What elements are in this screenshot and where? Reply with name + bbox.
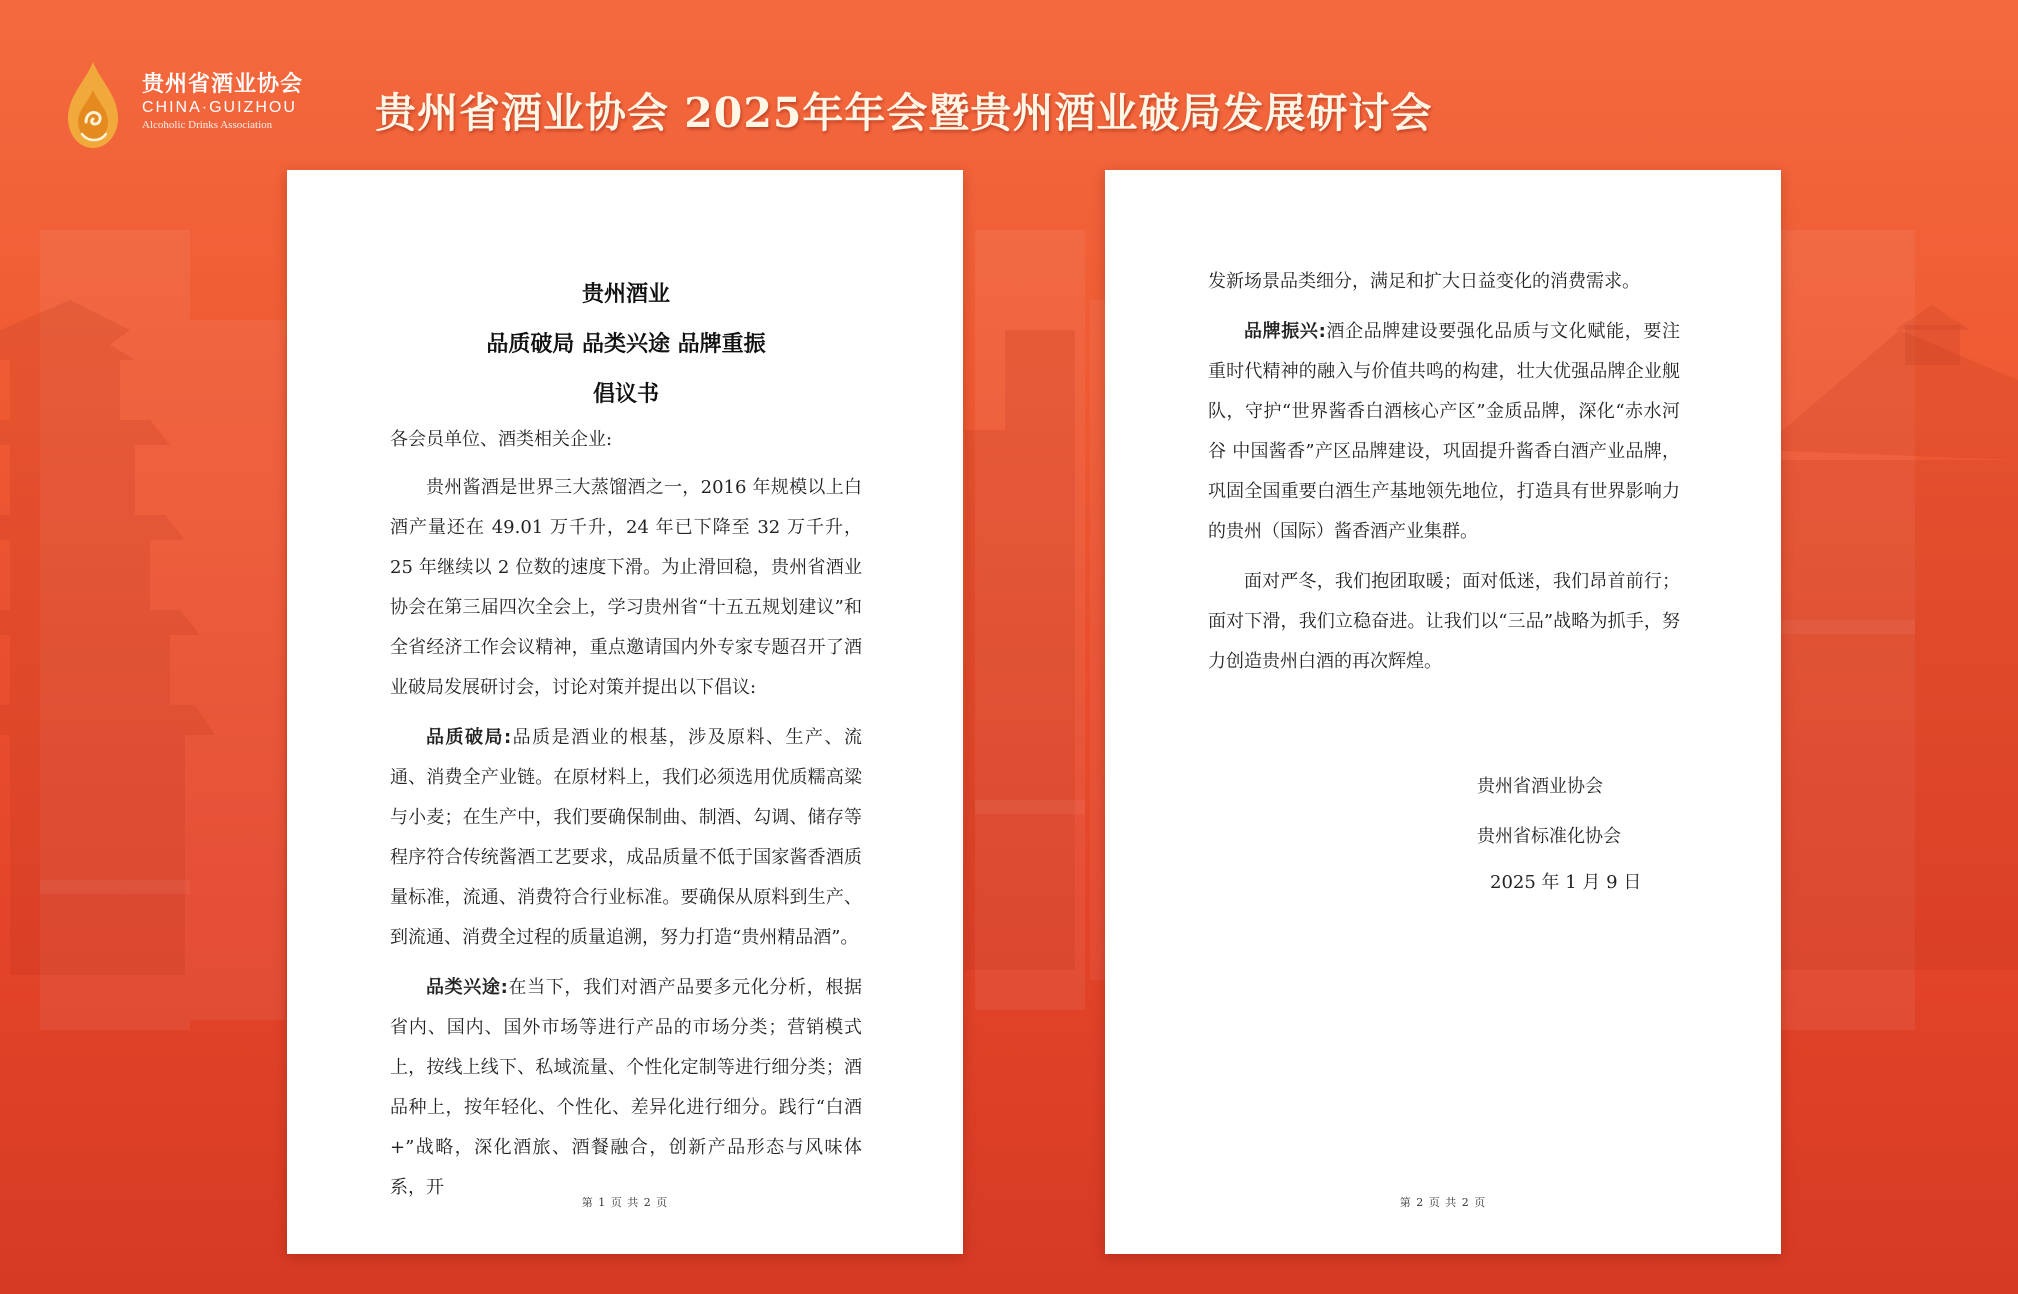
page-2-body	[1208, 262, 1680, 692]
logo-subtitle-en: Alcoholic Drinks Association	[142, 119, 273, 131]
category-text: 在当下，我们对酒产品要多元化分析，根据省内、国内、国外市场等进行产品的市场分类；营销模式上，按线上线下、私域流量、个性化定制等进行细分类；酒品种上，按年轻化、个性化、差异化进行细分。践行“白酒+”战略，深化酒旅、酒餐融合，创新产品形态与风味体系，开	[390, 977, 863, 1198]
category-lead: 品类兴途:	[426, 977, 508, 998]
doc-heading-line-2: 品质破局 品类兴途 品牌重振	[486, 332, 766, 357]
category-paragraph	[390, 968, 862, 1208]
document-page-1	[287, 170, 963, 1254]
quality-paragraph	[390, 718, 862, 958]
closing-paragraph: 面对严冬，我们抱团取暖；面对低迷，我们昂首前行；面对下滑，我们立稳奋进。让我们以“三品”战略为抓手，努力创造贵州白酒的再次辉煌。	[1208, 571, 1680, 672]
page-1-footer: 第 1 页 共 2 页	[581, 1196, 669, 1209]
quality-text: 品质是酒业的根基，涉及原料、生产、流通、消费全产业链。在原材料上，我们必须选用优质糯高粱与小麦；在生产中，我们要确保制曲、制酒、勾调、储存等程序符合传统酱酒工艺要求，成品质量不低于国家酱香酒质量标准，流通、消费符合行业标准。要确保从原料到生产、到流通、消费全过程的质量追溯，努力打造“贵州精品酒”。	[390, 727, 863, 948]
signature-org-1: 贵州省酒业协会	[1477, 776, 1603, 797]
drop-flame-logo-icon	[60, 60, 126, 150]
doc-heading-line-3: 倡议书	[592, 382, 659, 407]
signature-org-2: 贵州省标准化协会	[1477, 826, 1621, 847]
brand-text: 酒企品牌建设要强化品质与文化赋能，要注重时代精神的融入与价值共鸣的构建，壮大优强品牌企业舰队，守护“世界酱香白酒核心产区”金质品牌，深化“赤水河谷 中国酱香”产区品牌建设，巩固提升酱香白酒产业品牌，巩固全国重要白酒生产基地领先地位，打造具有世界影响力的贵州（国际）酱香酒产业集群。	[1208, 321, 1681, 542]
page-title: 贵州省酒业协会 2025年年会暨贵州酒业破局发展研讨会	[375, 89, 1433, 137]
page-1-body	[390, 270, 862, 1218]
logo-name-en: CHINA·GUIZHOU	[142, 99, 297, 116]
salutation: 各会员单位、酒类相关企业:	[390, 429, 613, 450]
logo-name-cn: 贵州省酒业协会	[142, 72, 304, 97]
quality-lead: 品质破局:	[426, 727, 512, 748]
continuation-text: 发新场景品类细分，满足和扩大日益变化的消费需求。	[1208, 271, 1640, 292]
brand-paragraph	[1208, 312, 1680, 552]
brand-lead: 品牌振兴:	[1244, 321, 1326, 342]
doc-heading-line-1: 贵州酒业	[581, 282, 670, 307]
signature-date: 2025 年 1 月 9 日	[1490, 872, 1642, 893]
intro-paragraph: 贵州酱酒是世界三大蒸馏酒之一，2016 年规模以上白酒产量还在 49.01 万千升，24 年已下降至 32 万千升，25 年继续以 2 位数的速度下滑。为止滑回稳，贵州省酒业协会在第三届四次全会上，学习贵州省“十五五规划建议”和全省经济工作会议精神，重点邀请国内外专家专题召开了酒业破局发展研讨会，讨论对策并提出以下倡议:	[390, 477, 862, 698]
page-2-footer: 第 2 页 共 2 页	[1399, 1196, 1487, 1209]
association-logo	[60, 58, 330, 154]
document-page-2	[1105, 170, 1781, 1254]
